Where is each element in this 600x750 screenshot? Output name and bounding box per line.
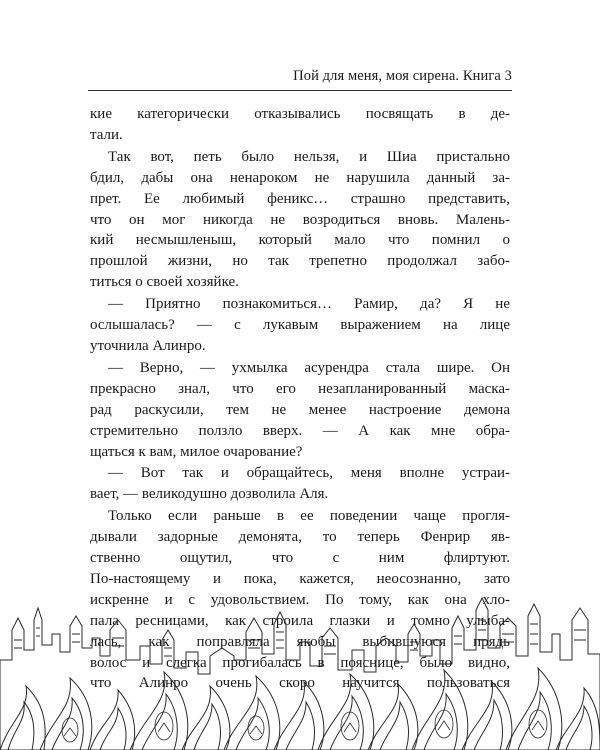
text-line: ственно ощутил, что с ним флиртуют. xyxy=(90,550,510,567)
text-line: щаться к вам, милое очарование? xyxy=(90,443,303,460)
text-line: уточнила Алинро. xyxy=(90,337,206,354)
text-line: Так вот, петь было нельзя, и Шиа пристально xyxy=(108,148,510,165)
paragraph xyxy=(90,294,510,357)
city-skyline-flames-ornament-icon xyxy=(0,590,600,750)
text-line: прошлой жизни, но так трепетно продолжал забо- xyxy=(90,253,510,270)
text-line: прекрасно знал, что его незапланированный маска- xyxy=(90,380,510,397)
text-line: титься о своей хозяйке. xyxy=(90,274,239,291)
paragraph xyxy=(90,147,510,293)
paragraph xyxy=(90,358,510,463)
text-line: искренне и с удовольствием. По тому, как она хло- xyxy=(90,591,510,608)
text-line: дывали задорные демонята, то теперь Фенрир яв- xyxy=(90,529,510,546)
text-line: что Алинро очень скоро научится пользоваться xyxy=(90,675,510,692)
running-title: Пой для меня, моя сирена. Книга 3 xyxy=(293,68,512,84)
text-line: что он мог никогда не возродиться вновь. Малень- xyxy=(90,211,510,228)
paragraph xyxy=(90,463,510,505)
text-line: лась, как поправляла якобы выбившуюся прядь xyxy=(90,633,510,650)
text-line: Только если раньше в ее поведении чаще прогля- xyxy=(108,508,510,525)
text-line: кие категорически отказывались посвящать в де- xyxy=(90,106,510,122)
text-line: стремительно ползло вверх. — А как мне обра- xyxy=(90,422,510,439)
text-line: тали. xyxy=(90,126,123,143)
paragraph xyxy=(90,104,510,146)
text-line: — Верно, — ухмылка асурендра стала шире. Он xyxy=(108,359,510,376)
text-line: рад раскусили, тем не менее настроение демона xyxy=(90,401,510,418)
text-line: волос и слегка прогибалась в пояснице, было видно, xyxy=(90,654,510,671)
text-line: — Вот так и обращайтесь, меня вполне устраи- xyxy=(108,465,510,482)
header-rule xyxy=(88,90,512,91)
text-line: прет. Ее любимый феникс… страшно представить, xyxy=(90,190,510,207)
text-line: По-настоящему и пока, кажется, неосознанно, зато xyxy=(90,570,510,587)
text-line: кий несмышленыш, который мало что помнил о xyxy=(90,232,510,249)
text-line: пала ресницами, как строила глазки и томно улыба- xyxy=(90,612,510,629)
text-line: ослышалась? — с лукавым выражением на лице xyxy=(90,317,510,334)
text-line: бдил, дабы она ненароком не нарушила данный за- xyxy=(90,169,510,186)
text-line: вает, — великодушно дозволила Аля. xyxy=(90,486,329,503)
text-line: — Приятно познакомиться… Рамир, да? Я не xyxy=(108,296,510,313)
